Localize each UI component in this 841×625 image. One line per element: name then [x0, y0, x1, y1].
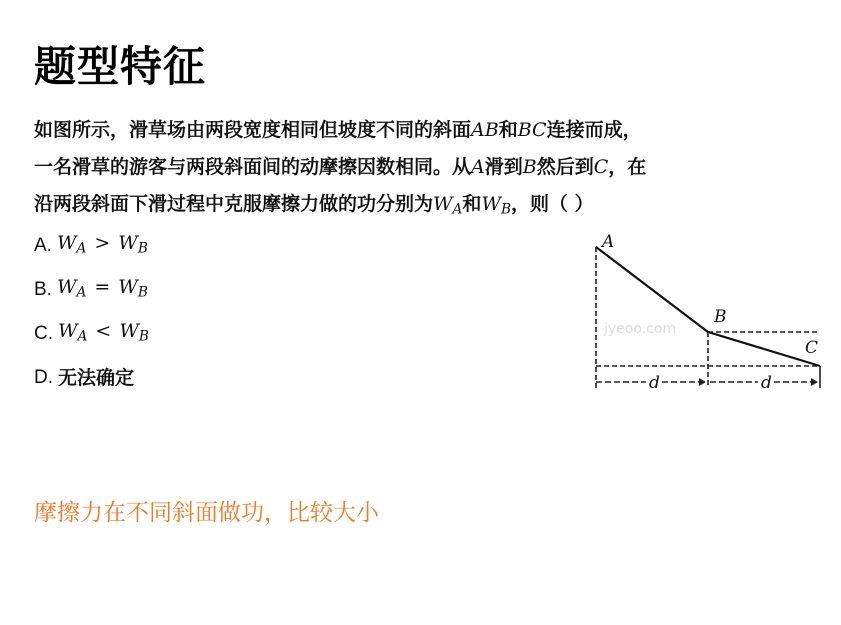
point-c-marker: C: [805, 338, 819, 358]
width-label-1: d: [649, 373, 660, 393]
option-letter: B.: [34, 279, 52, 300]
question-line-2: 一名滑草的游客与两段斜面间的动摩擦因数相同。从A滑到B然后到C，在: [34, 156, 647, 178]
option-letter: A.: [34, 235, 52, 256]
option-a[interactable]: [34, 224, 149, 268]
summary-note: 摩擦力在不同斜面做功，比较大小: [34, 500, 379, 526]
point-c-label: C: [593, 156, 609, 178]
work-b-symbol: $W_B$: [481, 193, 512, 218]
option-letter: C.: [34, 323, 53, 344]
segment-ab-label: AB: [471, 119, 499, 141]
option-b[interactable]: [34, 268, 149, 312]
point-b-marker: B: [714, 307, 727, 327]
arrowhead: [699, 378, 706, 386]
arrowhead: [811, 378, 818, 386]
point-a-label: A: [471, 156, 485, 178]
option-expression: $W_A = W_B$: [56, 276, 148, 301]
option-letter: D.: [34, 367, 53, 388]
option-d[interactable]: [34, 356, 149, 400]
question-text: [34, 112, 834, 228]
segment-bc-label: BC: [517, 119, 547, 141]
answer-options: [34, 224, 149, 400]
slope-bc: [708, 332, 820, 366]
slope-diagram: [588, 228, 834, 400]
slope-ab: [596, 247, 708, 332]
width-label-2: d: [761, 373, 772, 393]
point-a-marker: A: [602, 232, 615, 252]
question-line-1: 如图所示，滑草场由两段宽度相同但坡度不同的斜面AB和BC连接而成，: [34, 119, 642, 141]
work-a-symbol: $W_A$: [433, 193, 463, 218]
watermark-text: jyeoo.com: [604, 321, 677, 337]
option-c[interactable]: [34, 312, 149, 356]
point-b-label: B: [522, 156, 537, 178]
option-text: 无法确定: [58, 367, 135, 389]
option-expression: $W_A > W_B$: [56, 232, 148, 257]
option-expression: $W_A < W_B$: [58, 320, 149, 345]
question-line-3: 沿两段斜面下滑过程中克服摩擦力做的功分别为$W_A$和$W_B$，则（ ）: [34, 193, 594, 218]
slide-title: 题型特征: [34, 42, 207, 91]
